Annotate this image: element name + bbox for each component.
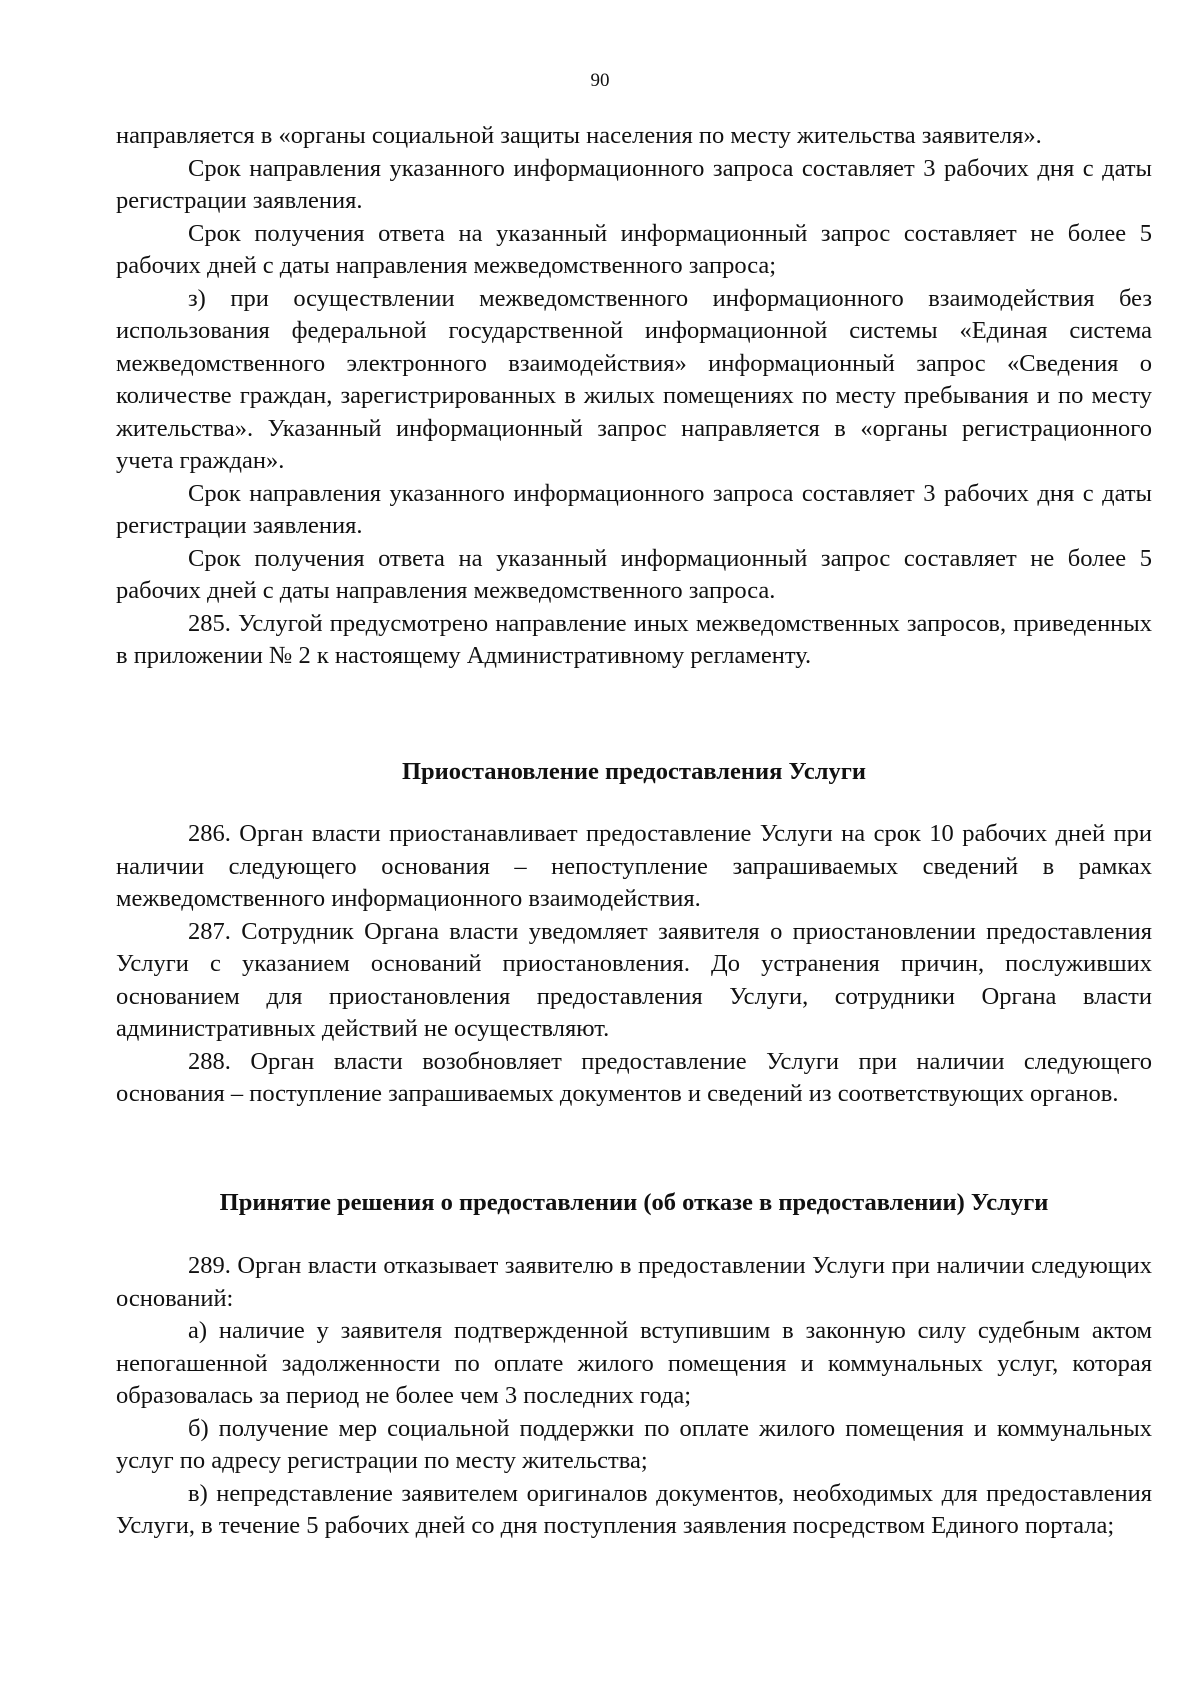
page-number: 90 xyxy=(590,70,610,91)
section-heading-decision: Принятие решения о предоставлении (об отказе в предоставлении) Услуги xyxy=(219,1189,1049,1216)
paragraph: 289. Орган власти отказывает заявителю в предоставлении Услуги при наличии следующих оснований: xyxy=(116,1252,1152,1312)
paragraph: а) наличие у заявителя подтвержденной вступившим в законную силу судебным актом непогашенной задолженности по оплате жилого помещения и коммунальных услуг, которая образовалась за период не более чем 3 последних года; xyxy=(116,1317,1152,1409)
section-heading-suspension: Приостановление предоставления Услуги xyxy=(401,758,866,785)
paragraph: 285. Услугой предусмотрено направление иных межведомственных запросов, приведенных в приложении № 2 к настоящему Административному регламенту. xyxy=(116,609,1152,669)
text-block-1 xyxy=(116,120,1152,673)
paragraph: 287. Сотрудник Органа власти уведомляет заявителя о приостановлении предоставления Услуги с указанием оснований приостановления. До устранения причин, послуживших основанием для приостановления предоставления Услуги, сотрудники Органа власти административных действий не осуществляют. xyxy=(116,917,1152,1042)
paragraph: Срок получения ответа на указанный информационный запрос составляет не более 5 рабочих дней с даты направления межведомственного запроса. xyxy=(116,544,1152,604)
paragraph: в) непредставление заявителем оригиналов документов, необходимых для предоставления Услуги, в течение 5 рабочих дней со дня поступления заявления посредством Единого портала; xyxy=(116,1479,1152,1539)
paragraph: 288. Орган власти возобновляет предоставление Услуги при наличии следующего основания – поступление запрашиваемых документов и сведений из соответствующих органов. xyxy=(116,1047,1152,1107)
paragraph: Срок направления указанного информационного запроса составляет 3 рабочих дня с даты регистрации заявления. xyxy=(116,154,1152,214)
paragraph: 286. Орган власти приостанавливает предоставление Услуги на срок 10 рабочих дней при наличии следующего основания – непоступление запрашиваемых сведений в рамках межведомственного информационного взаимодействия. xyxy=(116,820,1152,912)
paragraph: Срок направления указанного информационного запроса составляет 3 рабочих дня с даты регистрации заявления. xyxy=(116,479,1152,539)
text-block-2 xyxy=(116,818,1152,1111)
paragraph: б) получение мер социальной поддержки по оплате жилого помещения и коммунальных услуг по адресу регистрации по месту жительства; xyxy=(116,1414,1152,1474)
text-block-3 xyxy=(116,1250,1152,1543)
paragraph: направляется в «органы социальной защиты населения по месту жительства заявителя». xyxy=(116,122,1042,149)
paragraph: з) при осуществлении межведомственного информационного взаимодействия без использования федеральной государственной информационной системы «Единая система межведомственного электронного взаимодействия» информационный запрос «Сведения о количестве граждан, зарегистрированных в жилых помещениях по месту пребывания и по месту жительства». Указанный информационный запрос направляется в «органы регистрационного учета граждан». xyxy=(116,284,1152,474)
paragraph: Срок получения ответа на указанный информационный запрос составляет не более 5 рабочих дней с даты направления межведомственного запроса; xyxy=(116,219,1152,279)
